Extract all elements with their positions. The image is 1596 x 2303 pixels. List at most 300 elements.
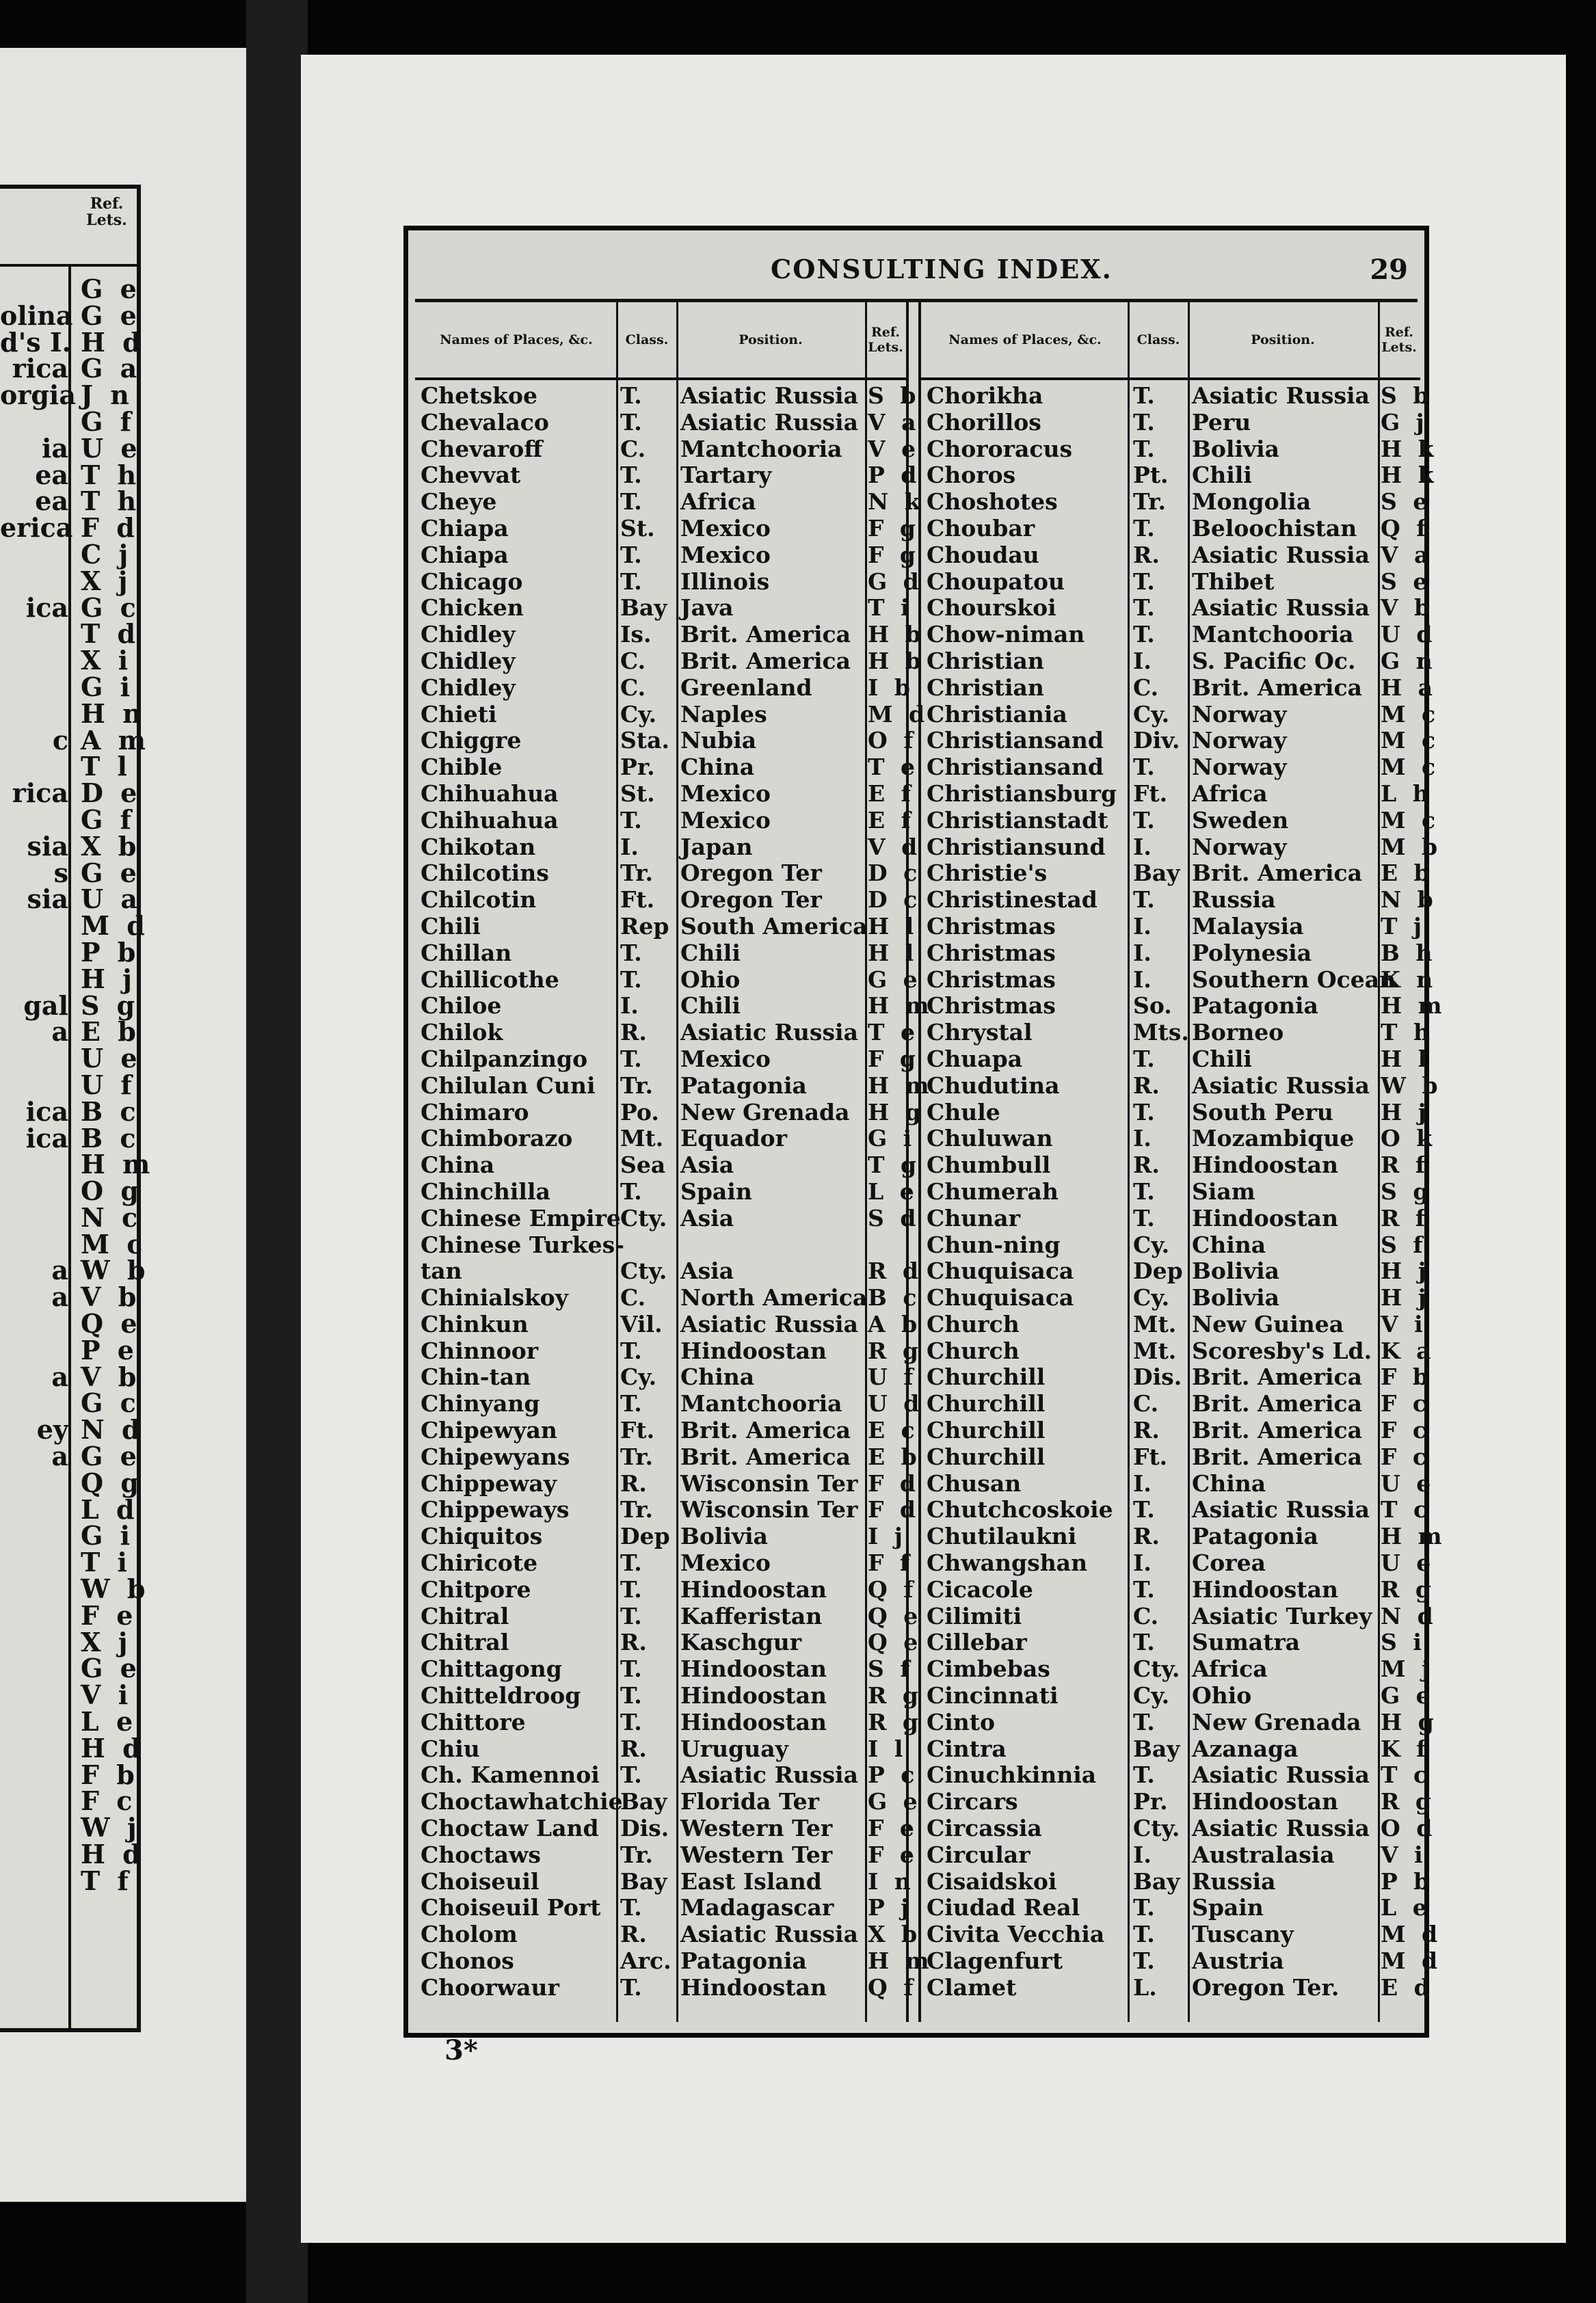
- place-name: Ch. Kamennoi: [421, 1761, 600, 1789]
- ref-letters: M j: [1381, 1655, 1434, 1683]
- place-position: Brit. America: [1192, 860, 1362, 887]
- ref-letters: H j: [1381, 1098, 1431, 1126]
- fragment-text: ea: [35, 485, 68, 517]
- table-row: [415, 594, 914, 622]
- place-class: T.: [1133, 514, 1155, 542]
- place-class: T.: [620, 1894, 642, 1921]
- place-position: Malaysia: [1192, 912, 1304, 940]
- place-name: China: [421, 1152, 495, 1179]
- left-fragment-rows: [0, 274, 155, 1896]
- place-class: I.: [1133, 939, 1152, 966]
- place-position: Mexico: [680, 1045, 771, 1072]
- fragment-ref: J n: [81, 380, 133, 411]
- place-position: China: [1192, 1231, 1266, 1258]
- ref-letters: H b: [868, 621, 925, 648]
- ref-letters: R g: [1381, 1575, 1435, 1603]
- place-position: Beloochistan: [1192, 514, 1357, 542]
- ref-letters: T c: [1381, 1761, 1432, 1789]
- ref-letters: G n: [1381, 647, 1437, 674]
- place-class: R.: [620, 1469, 647, 1497]
- place-class: Mt.: [1133, 1337, 1177, 1364]
- place-name: Chun-ning: [927, 1231, 1061, 1258]
- fragment-ref: L e: [81, 1706, 137, 1738]
- place-position: Hindoostan: [680, 1682, 827, 1709]
- place-class: St.: [620, 514, 655, 542]
- ref-letters: N k: [868, 488, 925, 516]
- left-fragment-row: [0, 299, 141, 331]
- place-class: Cy.: [1133, 1231, 1170, 1258]
- left-fragment-row: [0, 353, 142, 384]
- place-class: Bay: [1133, 860, 1180, 887]
- table-row: [415, 1098, 925, 1126]
- left-fragment-row: [0, 724, 150, 756]
- table-row: [415, 462, 921, 489]
- place-name: Choctaws: [421, 1841, 541, 1868]
- place-class: T.: [1133, 568, 1155, 595]
- place-position: Brit. America: [1192, 1390, 1362, 1417]
- table-row: [921, 621, 1437, 648]
- left-fragment-row: [0, 910, 149, 942]
- fragment-ref: A m: [81, 724, 150, 756]
- table-row: [921, 1894, 1431, 1921]
- place-position: Chili: [680, 939, 741, 966]
- place-name: Chuquisaca: [927, 1284, 1074, 1312]
- place-class: Vil.: [620, 1310, 663, 1337]
- place-name: Chillan: [421, 939, 512, 966]
- left-fragment-row: [0, 645, 137, 676]
- header-ref: Ref. Lets.: [868, 325, 903, 355]
- table-row: [415, 1575, 918, 1603]
- fragment-ref: W b: [81, 1573, 150, 1605]
- place-name: Choorwaur: [421, 1973, 559, 2001]
- place-position: Austria: [1192, 1947, 1284, 1975]
- table-row: [415, 700, 929, 728]
- ref-letters: G e: [868, 966, 922, 993]
- place-class: T.: [1133, 435, 1155, 462]
- ref-letters: D c: [868, 860, 922, 887]
- fragment-ref: N d: [81, 1414, 144, 1446]
- ref-letters: M d: [1381, 1947, 1442, 1975]
- ref-letters: N b: [1381, 886, 1437, 914]
- place-name: Chinnoor: [421, 1337, 539, 1364]
- place-class: T.: [620, 1549, 642, 1577]
- place-name: Christiania: [927, 700, 1067, 728]
- place-name: Chiloe: [421, 992, 502, 1020]
- fragment-text: erica: [0, 512, 73, 544]
- fragment-ref: P e: [81, 1334, 138, 1366]
- ref-letters: S d: [868, 1204, 920, 1232]
- table-row: [921, 1841, 1427, 1869]
- ref-letters: E d: [1381, 1973, 1434, 2001]
- ref-letters: H m: [1381, 992, 1446, 1020]
- ref-letters: R d: [868, 1257, 922, 1285]
- place-position: Asiatic Turkey: [1192, 1602, 1372, 1629]
- place-name: Cheye: [421, 488, 497, 516]
- place-position: Chili: [1192, 462, 1252, 489]
- fragment-ref: G e: [81, 857, 141, 888]
- fragment-ref: T i: [81, 1547, 131, 1578]
- place-name: Cintra: [927, 1735, 1007, 1762]
- place-name: Christmas: [927, 939, 1056, 966]
- place-position: Brit. America: [1192, 1417, 1362, 1444]
- place-class: Cy.: [1133, 700, 1170, 728]
- ref-letters: M c: [1381, 754, 1440, 781]
- place-name: Chiapa: [421, 541, 509, 568]
- table-row: [415, 1071, 933, 1100]
- place-position: China: [1192, 1469, 1266, 1497]
- table-row: [921, 860, 1434, 887]
- table-row: [415, 1602, 922, 1630]
- place-class: Tr.: [620, 1496, 654, 1523]
- place-name: tan: [421, 1257, 462, 1285]
- ref-letters: A b: [868, 1310, 922, 1337]
- fragment-ref: O g: [81, 1175, 143, 1207]
- left-fragment-row: [0, 485, 141, 517]
- place-class: Sta.: [620, 727, 669, 754]
- ref-letters: M c: [1381, 700, 1440, 728]
- place-class: T.: [1133, 1045, 1155, 1072]
- left-fragment-row: [0, 1149, 155, 1180]
- place-position: Hindoostan: [1192, 1575, 1339, 1603]
- place-name: Chinialskoy: [421, 1284, 568, 1312]
- ref-letters: B h: [1381, 939, 1437, 966]
- left-fragment-row: [0, 1043, 142, 1074]
- ref-letters: I b: [868, 674, 914, 701]
- table-row: [415, 1708, 922, 1736]
- fragment-text: ica: [25, 1122, 68, 1154]
- place-class: T.: [1133, 1947, 1155, 1975]
- table-row: [415, 780, 915, 808]
- table-row: [415, 1443, 921, 1471]
- place-name: Chible: [421, 754, 503, 781]
- table-row: [415, 674, 914, 702]
- place-name: Chrystal: [927, 1019, 1033, 1046]
- place-name: Chihuahua: [421, 780, 559, 807]
- ref-letters: T e: [868, 1019, 920, 1046]
- ref-letters: D c: [868, 886, 922, 914]
- table-row: [921, 1549, 1435, 1577]
- ref-letters: H j: [1381, 1284, 1431, 1312]
- fragment-text: orgia: [0, 380, 76, 411]
- fragment-ref: H d: [81, 1732, 145, 1763]
- left-fragment-row: [0, 1732, 145, 1763]
- fragment-text: a: [51, 1255, 68, 1286]
- place-name: Cholom: [421, 1921, 518, 1948]
- place-class: I.: [1133, 1841, 1152, 1868]
- place-name: Choiseuil Port: [421, 1894, 601, 1921]
- ref-letters: H k: [1381, 462, 1438, 489]
- ref-letters: G j: [1381, 408, 1428, 436]
- table-row: [415, 1310, 922, 1338]
- place-name: Church: [927, 1337, 1020, 1364]
- place-class: T.: [620, 408, 642, 436]
- center-double-rule: [906, 302, 921, 2022]
- place-class: C.: [620, 647, 646, 674]
- fragment-ref: T d: [81, 618, 140, 650]
- ref-letters: T j: [1381, 912, 1426, 940]
- fragment-ref: N c: [81, 1201, 142, 1233]
- place-class: T.: [1133, 594, 1155, 622]
- place-name: Chili: [421, 912, 481, 940]
- place-position: Bolivia: [680, 1523, 769, 1550]
- fragment-ref: H n: [81, 697, 146, 729]
- ref-letters: E f: [868, 806, 915, 834]
- place-class: T.: [620, 1761, 642, 1789]
- place-class: R.: [1133, 1071, 1160, 1099]
- place-name: Christiansand: [927, 727, 1104, 754]
- place-class: Ft.: [1133, 1443, 1168, 1470]
- ref-letters: G i: [868, 1125, 916, 1152]
- place-name: Chimaro: [421, 1098, 529, 1126]
- header-position: Position.: [739, 332, 803, 347]
- table-row: [921, 1310, 1427, 1338]
- place-class: T.: [1133, 1177, 1155, 1205]
- place-position: Polynesia: [1192, 939, 1312, 966]
- place-position: Asiatic Russia: [1192, 1815, 1370, 1842]
- fragment-text: a: [51, 1281, 68, 1313]
- column-headers-right: [921, 302, 1420, 380]
- left-fragment-row: [0, 1549, 137, 1576]
- place-position: Asiatic Russia: [680, 1921, 858, 1948]
- book-gutter: [246, 0, 308, 2303]
- left-fragment-row: [0, 1759, 139, 1790]
- place-name: Chidley: [421, 674, 516, 701]
- fragment-ref: T h: [81, 485, 141, 517]
- ref-letters: V i: [1381, 1841, 1427, 1868]
- place-name: Cincinnati: [927, 1682, 1059, 1709]
- ref-letters: H m: [1381, 1523, 1446, 1550]
- table-row: [415, 1390, 924, 1417]
- place-position: Scoresby's Ld.: [1192, 1337, 1372, 1364]
- place-position: Mexico: [680, 1549, 771, 1577]
- place-name: Chicken: [421, 594, 524, 622]
- place-position: Asia: [680, 1152, 734, 1179]
- place-class: Bay: [620, 1788, 667, 1815]
- ref-letters: Q e: [868, 1629, 922, 1656]
- table-row: [921, 1390, 1431, 1417]
- ref-letters: G e: [1381, 1682, 1435, 1709]
- place-position: Hindoostan: [680, 1337, 827, 1364]
- fragment-text: a: [51, 1441, 68, 1472]
- place-name: Civita Vecchia: [927, 1921, 1105, 1948]
- place-class: I.: [1133, 966, 1152, 993]
- table-row: [921, 1177, 1433, 1206]
- table-row: [415, 833, 922, 861]
- place-name: Cimbebas: [927, 1655, 1050, 1683]
- place-name: Chororacus: [927, 435, 1073, 462]
- table-row: [415, 488, 925, 516]
- place-class: T.: [1133, 1629, 1155, 1656]
- place-class: C.: [1133, 1390, 1159, 1417]
- place-position: Asiatic Russia: [1192, 1071, 1370, 1099]
- ref-letters: S b: [1381, 382, 1433, 409]
- table-row: [415, 1496, 920, 1523]
- place-position: Asia: [680, 1257, 734, 1285]
- ref-letters: H g: [1381, 1708, 1438, 1735]
- left-fragment-row: [0, 1255, 150, 1286]
- place-name: Chunar: [927, 1204, 1021, 1232]
- place-class: T.: [620, 1390, 642, 1417]
- table-row: [921, 1417, 1431, 1444]
- left-fragment-row: [0, 1201, 142, 1233]
- table-row: [921, 1152, 1430, 1179]
- ref-letters: I l: [868, 1735, 907, 1762]
- place-position: Equador: [680, 1125, 788, 1152]
- place-name: Chilulan Cuni: [421, 1071, 596, 1099]
- table-row: [921, 1071, 1442, 1100]
- ref-letters: U d: [1381, 621, 1437, 648]
- table-row: [921, 992, 1446, 1020]
- ref-letters: R f: [1381, 1204, 1430, 1232]
- place-position: Oregon Ter.: [1192, 1973, 1340, 2001]
- place-position: Asiatic Russia: [1192, 594, 1370, 622]
- left-fragment-row: [0, 512, 139, 544]
- place-class: I.: [1133, 1125, 1152, 1152]
- ref-letters: T g: [868, 1152, 921, 1179]
- left-fragment-row: [0, 1493, 139, 1525]
- left-table-header: [0, 189, 137, 267]
- fragment-ref: G e: [81, 299, 141, 331]
- fragment-ref: U e: [81, 432, 142, 464]
- place-name: Christiansand: [927, 754, 1104, 781]
- place-position: Oregon Ter: [680, 886, 822, 914]
- table-row: [415, 806, 915, 834]
- place-name: Chilcotin: [421, 886, 537, 914]
- place-position: China: [680, 754, 755, 781]
- ref-letters: F g: [868, 514, 920, 542]
- place-class: T.: [620, 806, 642, 834]
- place-position: Illinois: [680, 568, 770, 595]
- left-fragment-row: [0, 697, 146, 729]
- place-name: Christmas: [927, 912, 1056, 940]
- place-position: Nubia: [680, 727, 757, 754]
- place-position: Russia: [1192, 886, 1276, 914]
- ref-letters: P d: [868, 462, 921, 489]
- ref-letters: W b: [1381, 1071, 1442, 1099]
- fragment-ref: H j: [81, 963, 136, 994]
- fragment-text: sia: [27, 883, 68, 915]
- ref-letters: F d: [868, 1496, 920, 1523]
- fragment-text: a: [51, 1016, 68, 1048]
- place-name: Chumbull: [927, 1152, 1051, 1179]
- place-name: Chieti: [421, 700, 497, 728]
- fragment-text: ica: [25, 591, 68, 623]
- place-class: T.: [1133, 1921, 1155, 1948]
- place-class: T.: [620, 939, 642, 966]
- place-position: Japan: [680, 833, 753, 860]
- place-position: Wisconsin Ter: [680, 1496, 858, 1523]
- place-class: Cy.: [1133, 1284, 1170, 1312]
- ref-letters: P c: [868, 1761, 919, 1789]
- table-row: [921, 594, 1435, 622]
- right-column-group: [921, 302, 1446, 2022]
- ref-letters: H m: [868, 1071, 933, 1099]
- place-class: L.: [1133, 1973, 1157, 2001]
- ref-letters: R g: [1381, 1788, 1435, 1815]
- place-class: R.: [1133, 1152, 1160, 1179]
- fragment-ref: G f: [81, 405, 136, 437]
- place-position: Hindoostan: [1192, 1152, 1339, 1179]
- place-name: Chin-tan: [421, 1363, 531, 1391]
- table-row: [415, 621, 925, 648]
- place-class: Dep: [1133, 1257, 1183, 1285]
- ref-letters: V a: [868, 408, 920, 436]
- place-class: C.: [620, 435, 646, 462]
- place-class: Mts.: [1133, 1019, 1189, 1046]
- place-name: Chinese Empire: [421, 1204, 621, 1232]
- place-position: East Island: [680, 1867, 822, 1895]
- fragment-ref: V i: [81, 1679, 133, 1711]
- table-row: [415, 1841, 918, 1869]
- place-name: Choctawhatchie: [421, 1788, 623, 1815]
- table-row: [921, 1363, 1433, 1391]
- fragment-ref: G f: [81, 803, 136, 835]
- place-position: Borneo: [1192, 1019, 1284, 1046]
- table-row: [415, 939, 918, 967]
- table-row: [415, 541, 920, 569]
- fragment-ref: B c: [81, 1122, 140, 1154]
- place-position: Brit. America: [1192, 674, 1362, 701]
- place-class: I.: [1133, 647, 1152, 674]
- ref-letters: R g: [868, 1682, 922, 1709]
- place-name: Cicacole: [927, 1575, 1033, 1603]
- place-name: Chittagong: [421, 1655, 562, 1683]
- place-class: T.: [1133, 1708, 1155, 1735]
- place-class: Pt.: [1133, 462, 1169, 489]
- left-fragment-row: [0, 1281, 141, 1313]
- place-name: Chuapa: [927, 1045, 1023, 1072]
- place-position: Africa: [1192, 780, 1268, 807]
- table-row: [921, 1947, 1442, 1975]
- place-class: T.: [1133, 408, 1155, 436]
- fragment-ref: L d: [81, 1493, 139, 1525]
- fragment-ref: U e: [81, 1043, 142, 1074]
- table-row: [415, 1469, 920, 1497]
- place-position: Corea: [1192, 1549, 1266, 1577]
- left-fragment-row: [0, 777, 142, 809]
- left-fragment-row: [0, 459, 141, 490]
- left-fragment-row: [0, 803, 137, 835]
- place-class: T.: [620, 1337, 642, 1364]
- column-headers-left: [415, 302, 906, 380]
- table-row: [921, 1284, 1431, 1312]
- left-fragment-row: [0, 1095, 140, 1127]
- table-row: [415, 1682, 922, 1709]
- fragment-ref: G e: [81, 274, 141, 304]
- place-class: Ft.: [620, 1417, 655, 1444]
- place-position: Tuscany: [1192, 1921, 1294, 1948]
- place-position: Asiatic Russia: [1192, 541, 1370, 568]
- table-row: [921, 1575, 1435, 1603]
- ref-letters: F c: [1381, 1390, 1431, 1417]
- table-row: [415, 1947, 933, 1975]
- place-class: Bay: [620, 1867, 667, 1895]
- table-row: [415, 1284, 921, 1312]
- left-fragment-row: [0, 1706, 137, 1738]
- place-name: Chilcotins: [421, 860, 549, 887]
- left-fragment-row: [0, 432, 142, 464]
- place-class: Po.: [620, 1098, 659, 1126]
- place-name: Chusan: [927, 1469, 1022, 1497]
- place-class: T.: [1133, 382, 1155, 409]
- ref-letters: V i: [1381, 1310, 1427, 1337]
- fragment-ref: F b: [81, 1759, 139, 1790]
- place-position: Mantchooria: [1192, 621, 1354, 648]
- fragment-text: d's I.: [0, 326, 71, 358]
- fragment-ref: M d: [81, 910, 149, 942]
- place-position: Spain: [1192, 1894, 1264, 1921]
- ref-letters: B c: [868, 1284, 921, 1312]
